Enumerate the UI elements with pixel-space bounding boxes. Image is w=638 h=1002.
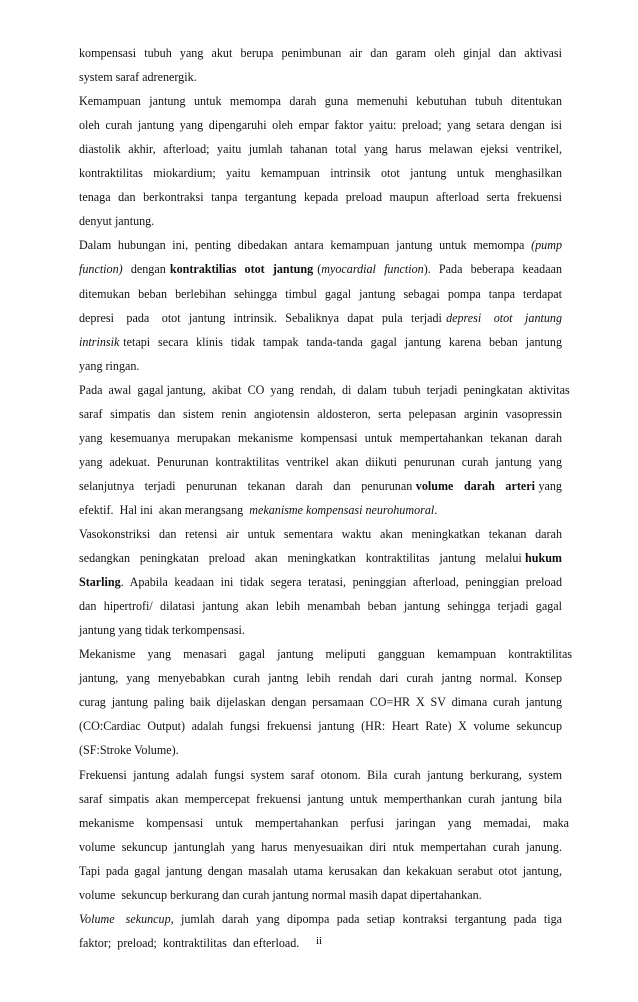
italic-text: Volume sekuncup, [79, 912, 174, 926]
text-line [79, 453, 562, 471]
text-run: jumlah darah yang dipompa pada setiap kontraksi tergantung pada tiga [173, 912, 562, 926]
text-line [79, 140, 562, 158]
text-run: ditemukan beban berlebihan sehingga timbul gagal jantung sebagai pompa tanpa terdapat [79, 287, 562, 301]
text-line [79, 693, 562, 711]
text-line [79, 838, 562, 856]
italic-text: (pump [531, 238, 562, 252]
text-run: yang ringan. [79, 359, 140, 373]
text-run: denyut jantung. [79, 214, 155, 228]
text-run: kompensasi tubuh yang akut berupa penimbunan air dan garam oleh ginjal dan aktivasi [79, 46, 562, 60]
text-run: yang adekuat. Penurunan kontraktilitas ventrikel akan diikuti penurunan curah jantung yang [79, 455, 562, 469]
text-line [79, 68, 197, 86]
italic-text: function) [79, 262, 123, 276]
text-run: Vasokonstriksi dan retensi air untuk sementara waktu akan meningkatkan tekanan darah [79, 527, 562, 541]
page-number: ii [315, 935, 323, 947]
text-line [79, 260, 562, 278]
text-line [79, 381, 570, 399]
text-run: Kemampuan jantung untuk memompa darah guna memenuhi kebutuhan tubuh ditentukan [79, 94, 562, 108]
text-run: yang [534, 479, 562, 493]
text-run: yang kesemuanya merupakan mekanisme kompensasi untuk mempertahankan tekanan darah [79, 431, 562, 445]
text-line [79, 116, 562, 134]
text-run: ). Pada beberapa keadaan [423, 262, 562, 276]
text-line [79, 44, 562, 62]
text-run: tenaga dan berkontraksi tanpa tergantung kepada preload maupun afterload serta frekuensi [79, 190, 562, 204]
text-run: selanjutnya terjadi penurunan tekanan darah dan penurunan [79, 479, 416, 493]
text-run: Dalam hubungan ini, penting dibedakan antara kemampuan jantung untuk memompa [79, 238, 532, 252]
text-run: system saraf adrenergik. [79, 70, 197, 84]
text-run: Frekuensi jantung adalah fungsi system saraf otonom. Bila curah jantung berkurang, system [79, 768, 562, 782]
text-line [79, 910, 562, 928]
text-run: tetapi secara klinis tidak tampak tanda-tanda gagal jantung karena beban jantung [119, 335, 562, 349]
text-line [79, 621, 245, 639]
text-line [79, 549, 562, 567]
text-run: . [434, 503, 438, 517]
text-line [79, 597, 562, 615]
text-line [79, 766, 562, 784]
text-run: jantung yang tidak terkompensasi. [79, 623, 245, 637]
bold-text: hukum [525, 551, 562, 565]
text-line [79, 814, 570, 832]
text-run: saraf simpatis akan mempercepat frekuensi jantung untuk memperthankan curah jantung bila [79, 792, 562, 806]
text-line [79, 862, 562, 880]
text-run: Pada awal gagal jantung, akibat CO yang rendah, di dalam tubuh terjadi peningkatan aktivitas [79, 383, 570, 397]
text-line [79, 236, 562, 254]
text-run: saraf simpatis dan sistem renin angiotensin aldosteron, serta pelepasan arginin vasopressin [79, 407, 562, 421]
bold-text: kontraktilias otot jantung [169, 262, 314, 276]
text-run: Mekanisme yang menasari gagal jantung meliputi gangguan kemampuan kontraktilitas [79, 647, 573, 661]
text-line [79, 501, 437, 519]
text-run: volume sekuncup berkurang dan curah jantung normal masih dapat dipertahankan. [79, 888, 482, 902]
text-run: kontraktilitas miokardium; yaitu kemampuan intrinsik otot jantung untuk menghasilkan [79, 166, 562, 180]
text-line [79, 309, 562, 327]
text-line [79, 357, 139, 375]
italic-text: mekanisme kompensasi neurohumoral [249, 503, 435, 517]
text-line [79, 717, 562, 735]
text-line [79, 669, 562, 687]
text-run: mekanisme kompensasi untuk mempertahankan perfusi jaringan yang memadai, maka [79, 816, 570, 830]
italic-text: myocardial function [321, 262, 424, 276]
text-line [79, 477, 562, 495]
text-run: (SF:Stroke Volume). [79, 743, 179, 757]
text-run: (CO:Cardiac Output) adalah fungsi frekuensi jantung (HR: Heart Rate) X volume sekuncup [79, 719, 562, 733]
text-line [79, 188, 562, 206]
italic-text: intrinsik [79, 335, 120, 349]
text-run: diastolik akhir, afterload; yaitu jumlah tahanan total yang harus melawan ejeksi ventrikel, [79, 142, 562, 156]
text-run: . Apabila keadaan ini tidak segera teratasi, peninggian afterload, peninggian preload [120, 575, 562, 589]
text-run: sedangkan peningkatan preload akan meningkatkan kontraktilitas jantung melalui [79, 551, 526, 565]
text-line [79, 790, 562, 808]
bold-text: volume darah arteri [415, 479, 535, 493]
text-run: volume sekuncup jantunglah yang harus menyesuaikan diri ntuk mempertahan curah janung. [79, 840, 562, 854]
text-run: oleh curah jantung yang dipengaruhi oleh empar faktor yaitu: preload; yang setara dengan isi [79, 118, 562, 132]
text-line [79, 164, 562, 182]
italic-text: depresi otot jantung [446, 311, 563, 325]
text-run: faktor; preload; kontraktilitas dan efterload. [79, 936, 300, 950]
text-line [79, 92, 562, 110]
text-line [79, 405, 562, 423]
text-run: dan hipertrofi/ dilatasi jantung akan lebih menambah beban jantung sehingga terjadi gagal [79, 599, 562, 613]
text-line [79, 285, 562, 303]
text-line [79, 212, 154, 230]
text-run: efektif. Hal ini akan merangsang [79, 503, 250, 517]
text-run: ( [313, 262, 322, 276]
text-line [79, 525, 562, 543]
text-run: depresi pada otot jantung intrinsik. Sebaliknya dapat pula terjadi [79, 311, 447, 325]
text-line [79, 333, 562, 351]
text-run: jantung, yang menyebabkan curah jantng lebih rendah dari curah jantng normal. Konsep [79, 671, 562, 685]
bold-text: Starling [79, 575, 121, 589]
text-line [79, 429, 562, 447]
text-run: curag jantung paling baik dijelaskan dengan persamaan CO=HR X SV dimana curah jantung [79, 695, 562, 709]
text-line [79, 645, 573, 663]
text-line [79, 573, 562, 591]
text-line [79, 741, 179, 759]
text-run: dengan [122, 262, 170, 276]
text-line [79, 886, 482, 904]
text-run: Tapi pada gagal jantung dengan masalah utama kerusakan dan kekakuan serabut otot jantung, [79, 864, 562, 878]
